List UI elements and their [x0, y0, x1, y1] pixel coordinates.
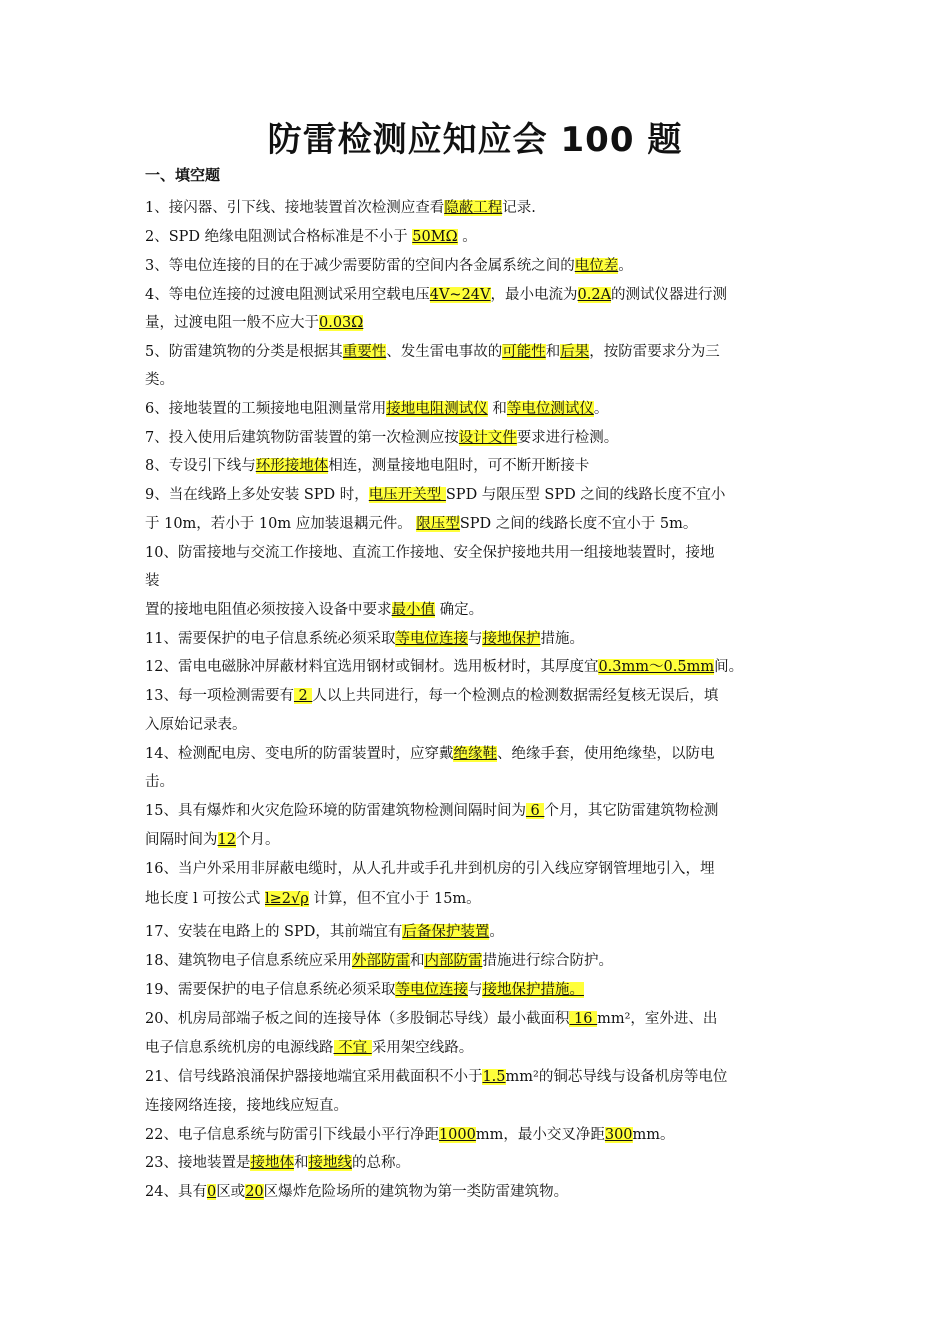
question-text: SPD 之间的线路长度不宜小于 5m。 [459, 516, 698, 532]
question-line [145, 744, 810, 764]
question-line [145, 715, 810, 735]
question-text: 4、等电位连接的过渡电阻测试采用空载电压 [145, 287, 430, 303]
answer-highlight: 不宜 [333, 1040, 372, 1056]
question-line [145, 571, 810, 591]
question-text: 区或 [216, 1184, 246, 1200]
question-text: 的总称。 [351, 1155, 410, 1171]
answer-highlight: 1.5 [482, 1069, 506, 1085]
question-text: 8、专设引下线与 [145, 458, 256, 474]
question-text: 计算，但不宜小于 15m。 [308, 891, 481, 907]
question-text: 22、电子信息系统与防雷引下线最小平行净距 [145, 1127, 439, 1143]
question-text: 5、防雷建筑物的分类是根据其 [145, 344, 343, 360]
question-text: 。 [489, 924, 504, 940]
question-text: 和 [293, 1155, 309, 1171]
question-text: 、发生雷电事故的 [386, 344, 503, 360]
question-line [145, 456, 810, 476]
question-line [145, 198, 810, 218]
question-text: mm，最小交叉净距 [475, 1127, 605, 1143]
answer-highlight: 接地线 [308, 1155, 352, 1171]
question-line [145, 285, 810, 305]
question-line [145, 772, 810, 792]
question-line [145, 657, 810, 677]
answer-highlight: 外部防雷 [351, 953, 410, 969]
question-line [145, 889, 810, 909]
question-text: 连接网络连接，接地线应短直。 [145, 1098, 348, 1114]
question-line [145, 256, 810, 276]
question-line [145, 227, 810, 247]
answer-highlight: 电位差 [574, 258, 619, 274]
question-text: 和 [545, 344, 561, 360]
question-line [145, 980, 810, 1000]
question-text: 间。 [714, 659, 744, 675]
question-text: 12、雷电电磁脉冲屏蔽材料宜选用钢材或铜材。选用板材时，其厚度宜 [145, 659, 599, 675]
question-text: 间隔时间为 [145, 832, 218, 848]
answer-highlight: 0.3mm～0.5mm [598, 659, 715, 675]
question-text: 置的接地电阻值必须按接入设备中要求 [145, 602, 392, 618]
question-text: 入原始记录表。 [145, 717, 247, 733]
answer-highlight: 50MΩ [412, 229, 458, 245]
question-line [145, 313, 810, 333]
question-line [145, 686, 810, 706]
question-line [145, 1067, 810, 1087]
question-text: 16、当户外采用非屏蔽电缆时，从人孔井或手孔井到机房的引入线应穿钢管埋地引入，埋 [145, 861, 715, 877]
answer-highlight: 0.03Ω [319, 315, 364, 331]
answer-highlight: 绝缘鞋 [453, 746, 497, 762]
question-text: 。 [618, 258, 633, 274]
question-text: 3、等电位连接的目的在于减少需要防雷的空间内各金属系统之间的 [145, 258, 575, 274]
question-text: 24、具有 [145, 1184, 207, 1200]
question-text: 11、需要保护的电子信息系统必须采取 [145, 631, 396, 647]
question-line [145, 951, 810, 971]
question-text: 23、接地装置是 [145, 1155, 251, 1171]
page-title: 防雷检测应知应会 100 题 [267, 120, 683, 160]
question-text: 。 [593, 401, 609, 417]
question-text: ，最小电流为 [490, 287, 578, 303]
question-line [145, 543, 810, 563]
question-line [145, 830, 810, 850]
answer-highlight: 环形接地体 [255, 458, 329, 474]
question-line [145, 342, 810, 362]
question-text: 与 [467, 631, 483, 647]
question-text: 7、投入使用后建筑物防雷装置的第一次检测应按 [145, 430, 459, 446]
question-text: 1、接闪器、引下线、接地装置首次检测应查看 [145, 200, 445, 216]
answer-highlight: 重要性 [342, 344, 387, 360]
answer-highlight: 内部防雷 [424, 953, 483, 969]
question-line [145, 600, 810, 620]
question-text: 个月。 [235, 832, 280, 848]
answer-highlight: 20 [245, 1184, 264, 1200]
question-text: 6、接地装置的工频接地电阻测量常用 [145, 401, 387, 417]
question-line [145, 485, 810, 505]
answer-highlight: 300 [604, 1127, 633, 1143]
answer-highlight: 2 [293, 688, 313, 704]
question-text: SPD 与限压型 SPD 之间的线路长度不宜小 [445, 487, 726, 503]
question-text: 、绝缘手套，使用绝缘垫，以防电 [496, 746, 715, 762]
question-text: 地长度 l 可按公式 [145, 891, 265, 907]
answer-highlight: 6 [525, 803, 545, 819]
question-text: 确定。 [435, 602, 484, 618]
question-line [145, 1182, 810, 1202]
answer-highlight: 接地体 [250, 1155, 294, 1171]
question-text: 的测试仪器进行测 [611, 287, 728, 303]
question-text: 相连，测量接地电阻时，可不断开断接卡 [328, 458, 590, 474]
question-line [145, 1038, 810, 1058]
question-line [145, 428, 810, 448]
question-text: 击。 [145, 774, 174, 790]
question-text: 和 [409, 953, 425, 969]
answer-highlight: 后备保护装置 [402, 924, 490, 940]
question-text: 装 [145, 573, 160, 589]
answer-highlight: 电压开关型 [368, 487, 446, 503]
question-line [145, 370, 810, 390]
question-text: ，按防雷要求分为三 [589, 344, 720, 360]
question-text: mm²的铜芯导线与设备机房等电位 [505, 1069, 728, 1085]
question-line [145, 1125, 810, 1145]
answer-highlight: 设计文件 [458, 430, 517, 446]
question-line [145, 514, 810, 534]
question-text: 9、当在线路上多处安装 SPD 时， [145, 487, 369, 503]
answer-highlight: 4V~24V [429, 287, 491, 303]
question-text: 量，过渡电阻一般不应大于 [145, 315, 319, 331]
question-text: 20、机房局部端子板之间的连接导体（多股铜芯导线）最小截面积 [145, 1011, 570, 1027]
question-line [145, 859, 810, 879]
question-text: 2、SPD 绝缘电阻测试合格标准是不小于 [145, 229, 413, 245]
question-text: 于 10m，若小于 10m 应加装退耦元件。 [145, 516, 417, 532]
answer-highlight: 等电位连接 [395, 631, 468, 647]
question-text: 10、防雷接地与交流工作接地、直流工作接地、安全保护接地共用一组接地装置时，接地 [145, 545, 715, 561]
answer-highlight: 接地保护 [482, 631, 541, 647]
answer-highlight: 16 [569, 1011, 598, 1027]
question-text: mm²，室外进、出 [597, 1011, 718, 1027]
answer-highlight: 可能性 [502, 344, 546, 360]
answer-highlight: 限压型 [416, 516, 460, 532]
question-text: 14、检测配电房、变电所的防雷装置时，应穿戴 [145, 746, 454, 762]
question-text: 和 [487, 401, 507, 417]
question-text: 13、每一项检测需要有 [145, 688, 294, 704]
question-text: 类。 [145, 372, 174, 388]
question-text: 个月，其它防雷建筑物检测 [544, 803, 719, 819]
question-text: 采用架空线路。 [371, 1040, 474, 1056]
question-line [145, 922, 810, 942]
answer-highlight: 0.2A [577, 287, 612, 303]
answer-highlight: 后果 [560, 344, 590, 360]
question-line [145, 1009, 810, 1029]
answer-highlight: 1000 [438, 1127, 476, 1143]
question-line [145, 1153, 810, 1173]
answer-highlight: 12 [217, 832, 236, 848]
question-text: 措施进行综合防护。 [482, 953, 613, 969]
question-line [145, 399, 810, 419]
question-text: 15、具有爆炸和火灾危险环境的防雷建筑物检测间隔时间为 [145, 803, 526, 819]
question-text: 。 [457, 229, 477, 245]
answer-highlight: 等电位测试仪 [506, 401, 594, 417]
question-text: 区爆炸危险场所的建筑物为第一类防雷建筑物。 [263, 1184, 569, 1200]
question-text: mm。 [632, 1127, 675, 1143]
question-text: 记录. [502, 200, 536, 216]
answer-highlight: l≥2√ρ [264, 891, 309, 907]
answer-highlight: 0 [206, 1184, 217, 1200]
answer-highlight: 接地保护措施。 [482, 982, 584, 998]
question-text: 电子信息系统机房的电源线路 [145, 1040, 334, 1056]
answer-highlight: 最小值 [391, 602, 435, 618]
question-text: 人以上共同进行，每一个检测点的检测数据需经复核无误后，填 [312, 688, 719, 704]
question-text: 21、信号线路浪涌保护器接地端宜采用截面积不小于 [145, 1069, 483, 1085]
question-text: 18、建筑物电子信息系统应采用 [145, 953, 352, 969]
answer-highlight: 隐蔽工程 [444, 200, 503, 216]
question-line [145, 629, 810, 649]
question-text: 17、安装在电路上的 SPD，其前端宜有 [145, 924, 403, 940]
question-text: 与 [467, 982, 483, 998]
question-text: 措施。 [540, 631, 584, 647]
question-line [145, 801, 810, 821]
answer-highlight: 等电位连接 [395, 982, 468, 998]
section-heading: 一、填空题 [145, 166, 221, 184]
question-line [145, 1096, 810, 1116]
answer-highlight: 接地电阻测试仪 [386, 401, 488, 417]
question-text: 要求进行检测。 [516, 430, 619, 446]
question-text: 19、需要保护的电子信息系统必须采取 [145, 982, 396, 998]
